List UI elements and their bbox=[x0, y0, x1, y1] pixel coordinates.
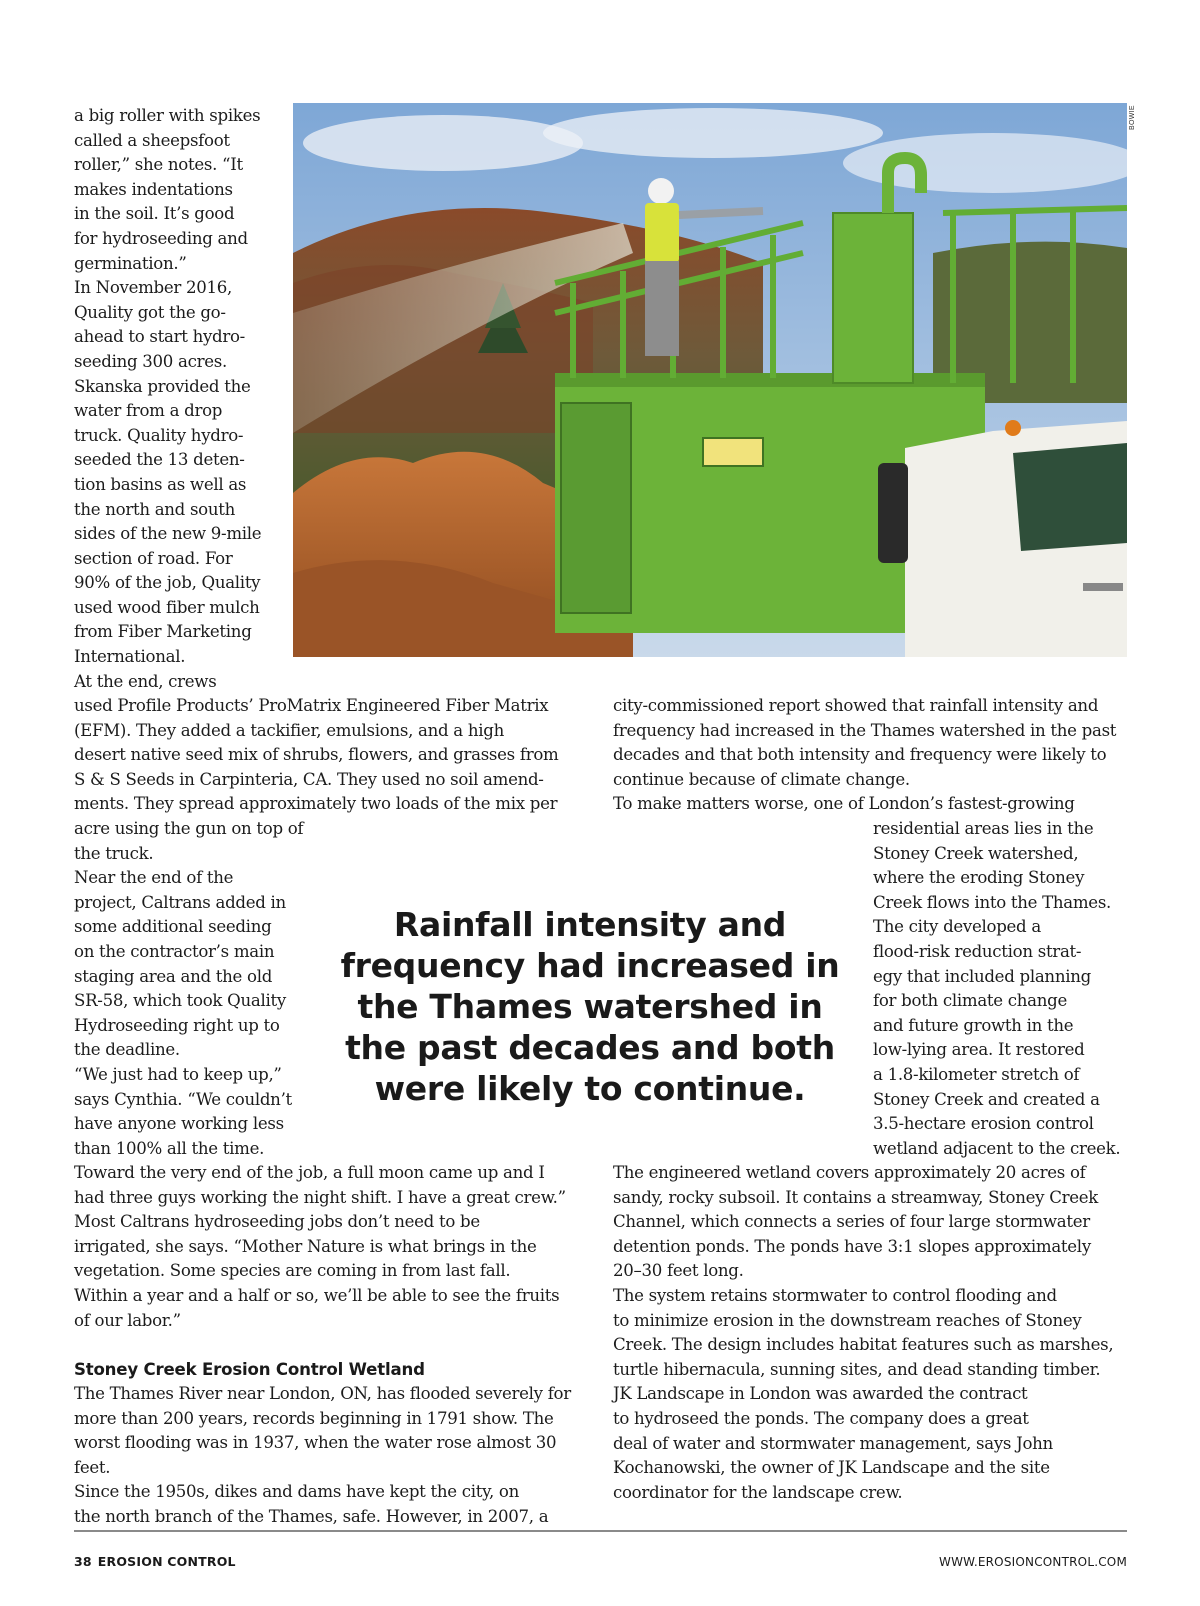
page-number: 38 bbox=[74, 1554, 92, 1569]
column1-top-text: a big roller with spikes called a sheepsfoot roller,” she notes. “It makes indentations in the soil. It’s good for hydroseeding and germination.” In November 2016, Quality got the go- ahead to start hydro- seeding 300 acres. Skanska provided the water from a drop truck. Quality hydro- seeded the 13 deten- tion basins as well as the north and south sides of the new 9-mile section of road. For 90% of the job, Quality used wood fiber mulch from Fiber Marketing International. At the end, crews bbox=[74, 106, 262, 691]
column2-bottom-text: The engineered wetland covers approximately 20 acres of sandy, rocky subsoil. It contains a streamway, Stoney Creek Channel, which connects a series of four large stormwater detention ponds. The ponds have 3:1 slopes approximately 20–30 feet long. The system retains stormwater to control flooding and to minimize erosion in the downstream reaches of Stoney Creek. The design includes habitat features such as marshes, turtle hibernacula, sunning sites, and dead standing timber. JK Landscape in London was awarded the contract to hydroseed the ponds. The company does a great deal of water and stormwater management, says John Kochanowski, the owner of JK Landscape and the site coordinator for the landscape crew. bbox=[613, 1163, 1114, 1502]
column1-wide-text: used Profile Products’ ProMatrix Engineered Fiber Matrix (EFM). They added a tackifier, emulsions, and a high desert native seed mix of shrubs, flowers, and grasses from S & S Seeds in Carpinteria, CA. They used no soil amend- ments. They spread approximately two loads of the mix per bbox=[74, 696, 559, 814]
footer-website: WWW.EROSIONCONTROL.COM bbox=[939, 1555, 1127, 1569]
hydroseeding-truck-photo bbox=[293, 103, 1127, 657]
column1-bottom-text: Toward the very end of the job, a full moon came up and I had three guys working the night shift. I have a great crew.” Most Caltrans hydroseeding jobs don’t need to be irrigated, she says. “Mother Nature is what brings in the vegetation. Some species are coming in from last fall. Within a year and a half or so, we’ll be able to see the fruits of our labor.” bbox=[74, 1163, 566, 1330]
column2-narrow-text: residential areas lies in the Stoney Creek watershed, where the eroding Stoney Creek flows into the Thames. The city developed a flood-risk reduction strat- egy that included planning for both climate change and future growth in the low-lying area. It restored a 1.8-kilometer stretch of Stoney Creek and created a 3.5-hectare erosion control wetland adjacent to the creek. bbox=[873, 819, 1121, 1158]
section-heading: Stoney Creek Erosion Control Wetland bbox=[74, 1360, 425, 1379]
column1-narrow-text: acre using the gun on top of the truck. Near the end of the project, Caltrans added in some additional seeding on the contractor’s main staging area and the old SR-58, which took Quality Hydroseeding right up to the deadline. “We just had to keep up,” says Cynthia. “We couldn’t have anyone working less than 100% all the time. bbox=[74, 819, 304, 1158]
pull-quote: Rainfall intensity and frequency had increased in the Thames watershed in the past decades and both were likely to continue. bbox=[340, 905, 840, 1108]
photo-credit: BOWIE bbox=[1129, 105, 1136, 130]
footer-rule bbox=[74, 1530, 1127, 1532]
column1-section-text: The Thames River near London, ON, has flooded severely for more than 200 years, records beginning in 1791 show. The worst flooding was in 1937, when the water rose almost 30 feet. Since the 1950s, dikes and dams have kept the city, on the north branch of the Thames, safe. However, in 2007, a bbox=[74, 1384, 571, 1526]
footer-publication bbox=[74, 1554, 236, 1569]
publication-name: EROSION CONTROL bbox=[97, 1554, 236, 1569]
column2-top-text: city-commissioned report showed that rainfall intensity and frequency had increased in the Thames watershed in the past decades and that both intensity and frequency were likely to continue because of climate change. To make matters worse, one of London’s fastest-growing bbox=[613, 696, 1117, 814]
